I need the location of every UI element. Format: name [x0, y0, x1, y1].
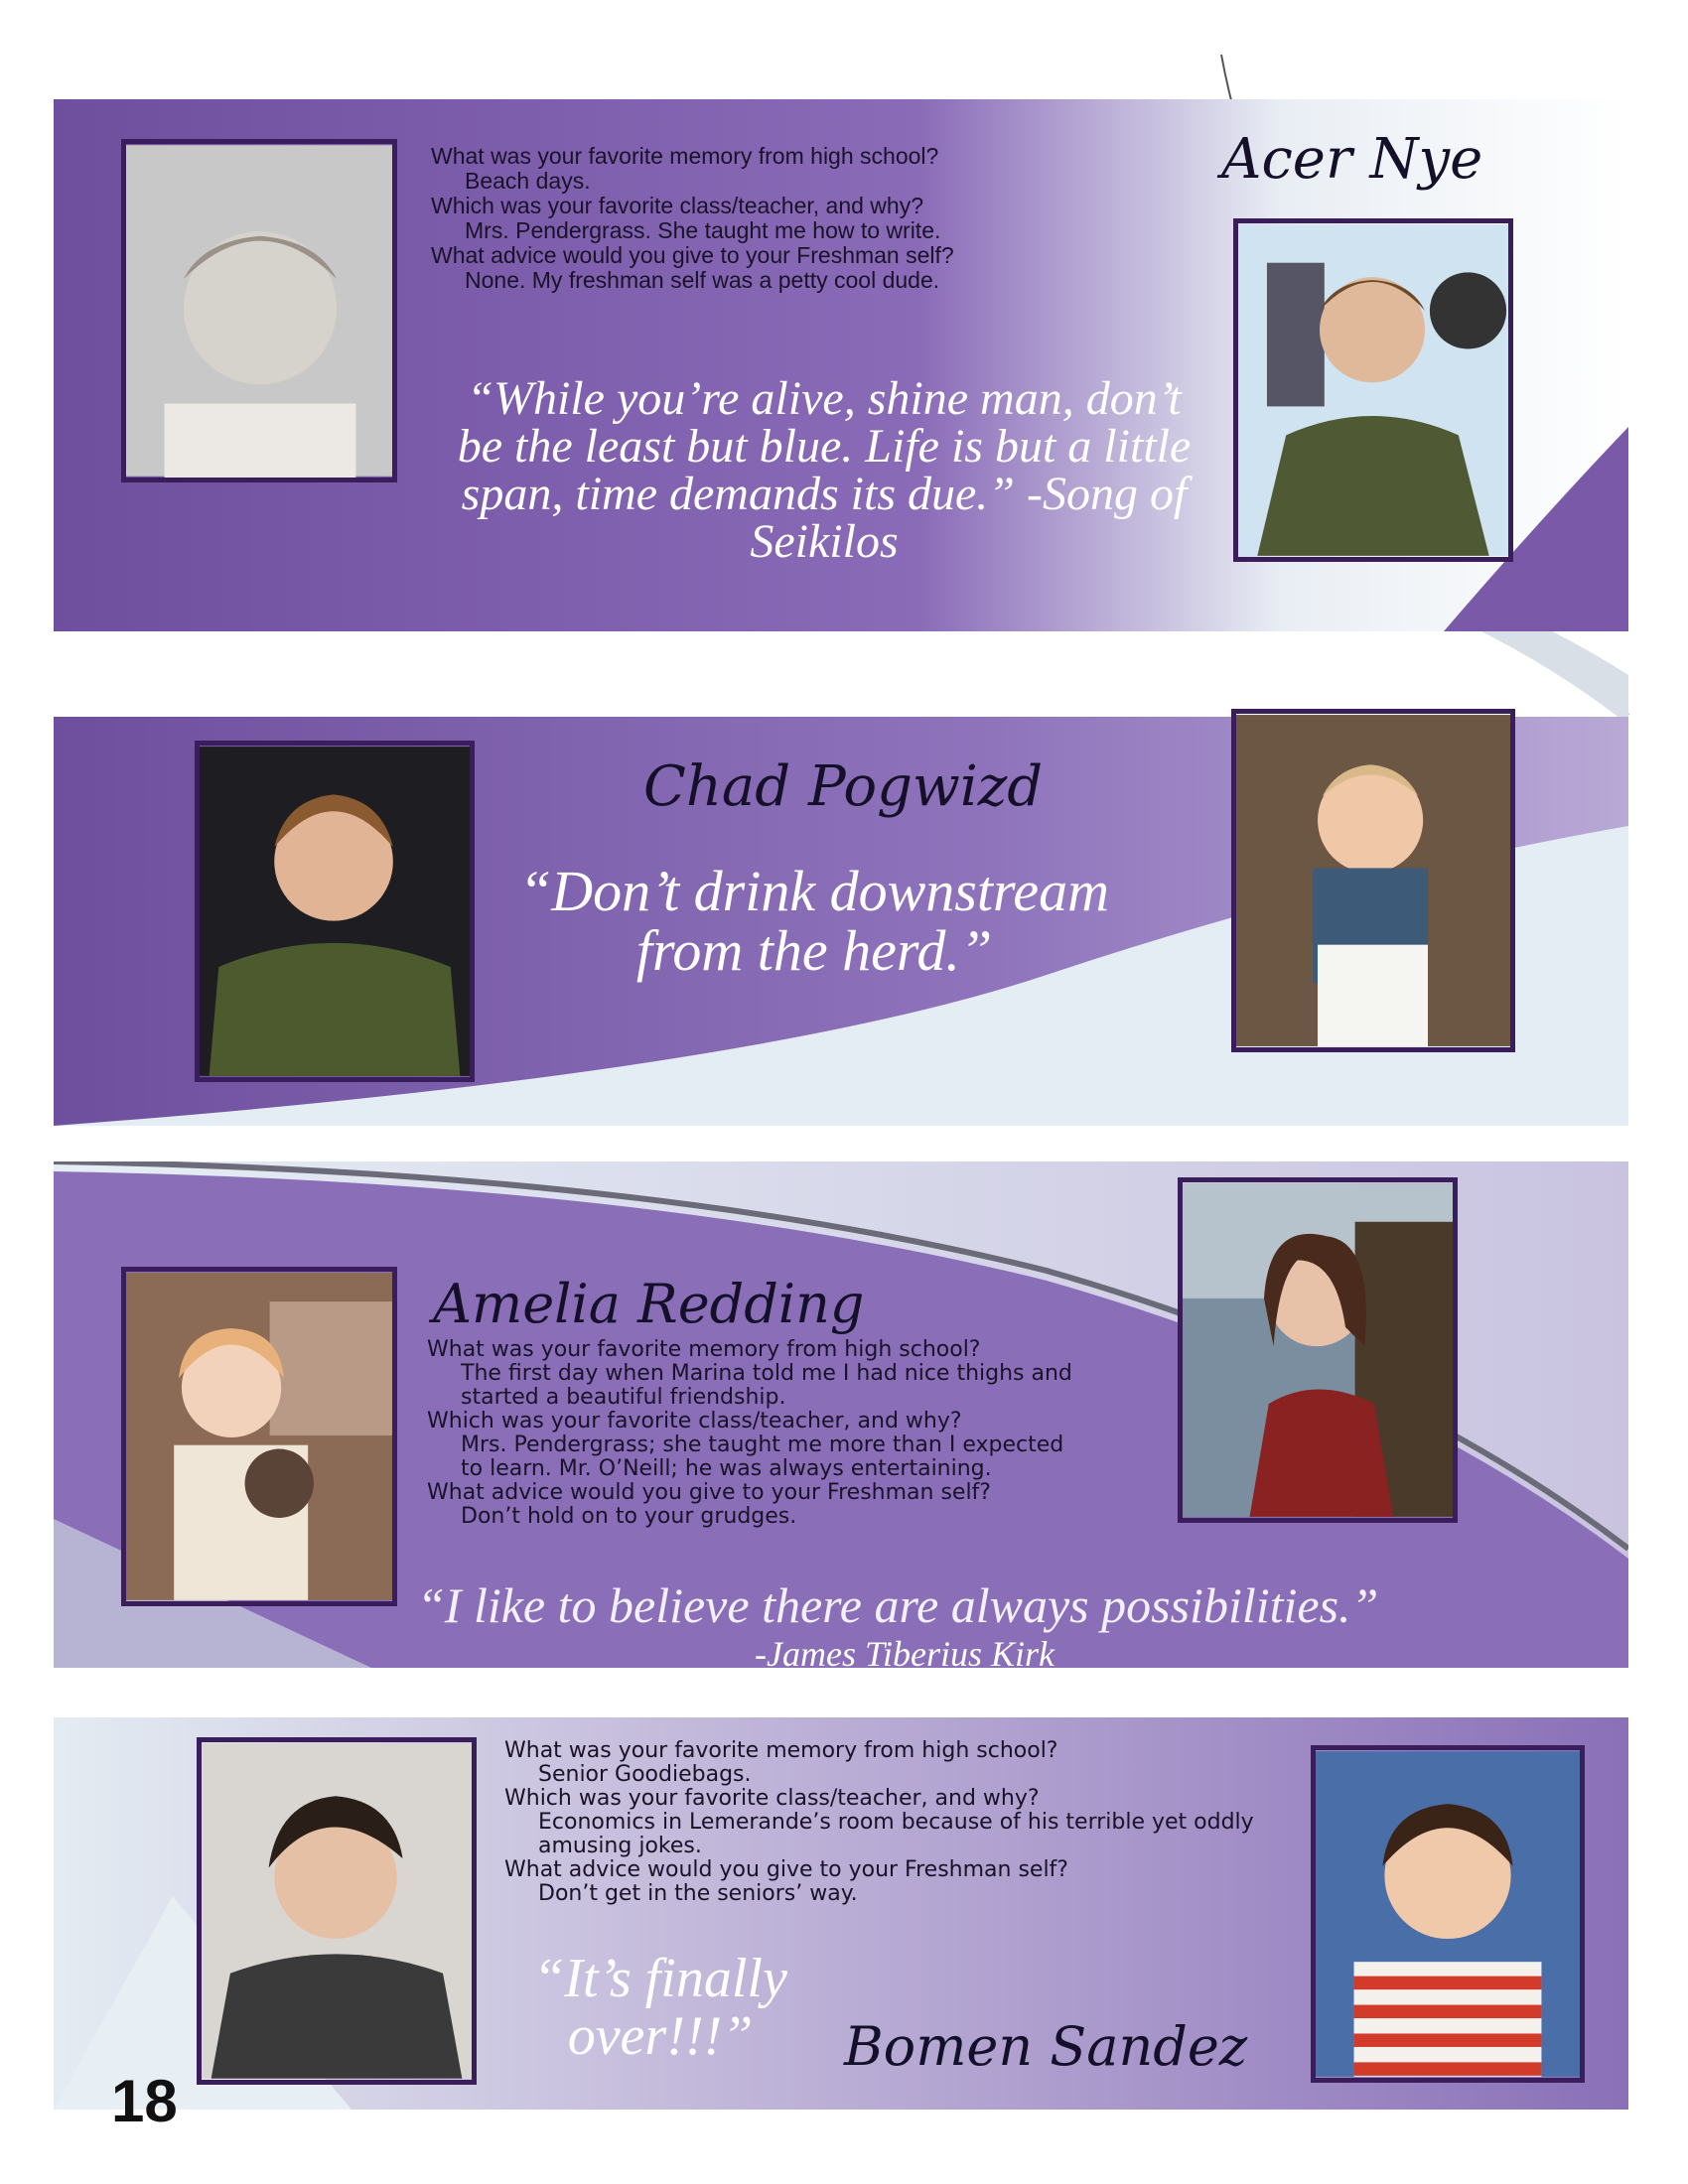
- senior-name-chad: Chad Pogwizd: [643, 754, 1044, 819]
- question-1: What was your favorite memory from high school?: [431, 143, 939, 169]
- senior-name-bomen: Bomen Sandez: [844, 2015, 1248, 2078]
- question-1: What was your favorite memory from high school?: [427, 1337, 981, 1362]
- answer-3: None. My freshman self was a petty cool dude.: [465, 267, 940, 293]
- qa-acer: [431, 144, 1186, 293]
- page-number: 18: [111, 2068, 178, 2134]
- baby-photo-chad: [1231, 709, 1515, 1052]
- quote-amelia: “I like to believe there are always possibilities.”: [417, 1577, 1379, 1633]
- baby-photo-acer: [121, 139, 397, 482]
- answer-2: Mrs. Pendergrass. She taught me how to write.: [465, 217, 941, 243]
- question-3: What advice would you give to your Freshman self?: [431, 242, 954, 268]
- baby-photo-bomen: [1311, 1745, 1585, 2083]
- question-1: What was your favorite memory from high school?: [504, 1738, 1058, 1763]
- question-2: Which was your favorite class/teacher, and why?: [431, 193, 924, 218]
- question-2: Which was your favorite class/teacher, and why?: [504, 1786, 1040, 1811]
- qa-bomen: [504, 1739, 1269, 1906]
- senior-name-acer: Acer Nye: [1221, 127, 1483, 192]
- quote-attribution-amelia: -James Tiberius Kirk: [755, 1634, 1055, 1674]
- quote-acer: “While you’re alive, shine man, don’t be the least but blue. Life is but a little span, time demands its due.” -Song of Seikilos: [457, 372, 1192, 568]
- answer-2: Economics in Lemerande’s room because of his terrible yet oddly amusing jokes.: [538, 1810, 1254, 1858]
- senior-photo-bomen: [197, 1737, 477, 2085]
- answer-1: Beach days.: [465, 168, 591, 194]
- answer-1: Senior Goodiebags.: [538, 1762, 752, 1787]
- question-3: What advice would you give to your Freshman self?: [504, 1857, 1068, 1882]
- question-3: What advice would you give to your Freshman self?: [427, 1480, 991, 1505]
- senior-photo-chad: [195, 741, 475, 1082]
- senior-name-amelia: Amelia Redding: [433, 1273, 865, 1335]
- baby-photo-amelia: [121, 1267, 397, 1606]
- answer-3: Don’t get in the seniors’ way.: [538, 1881, 858, 1906]
- answer-3: Don’t hold on to your grudges.: [461, 1504, 797, 1529]
- answer-2: Mrs. Pendergrass; she taught me more than I expected to learn. Mr. O’Neill; he was always entertaining.: [461, 1433, 1064, 1481]
- qa-amelia: [427, 1338, 1082, 1529]
- quote-bomen: “It’s finally over!!!”: [533, 1948, 787, 2067]
- question-2: Which was your favorite class/teacher, and why?: [427, 1409, 962, 1433]
- answer-1: The first day when Marina told me I had nice thighs and started a beautiful friendship.: [461, 1361, 1072, 1410]
- senior-photo-acer: [1233, 218, 1513, 562]
- senior-photo-amelia: [1178, 1177, 1458, 1523]
- quote-chad: “Don’t drink downstream from the herd.”: [519, 859, 1109, 983]
